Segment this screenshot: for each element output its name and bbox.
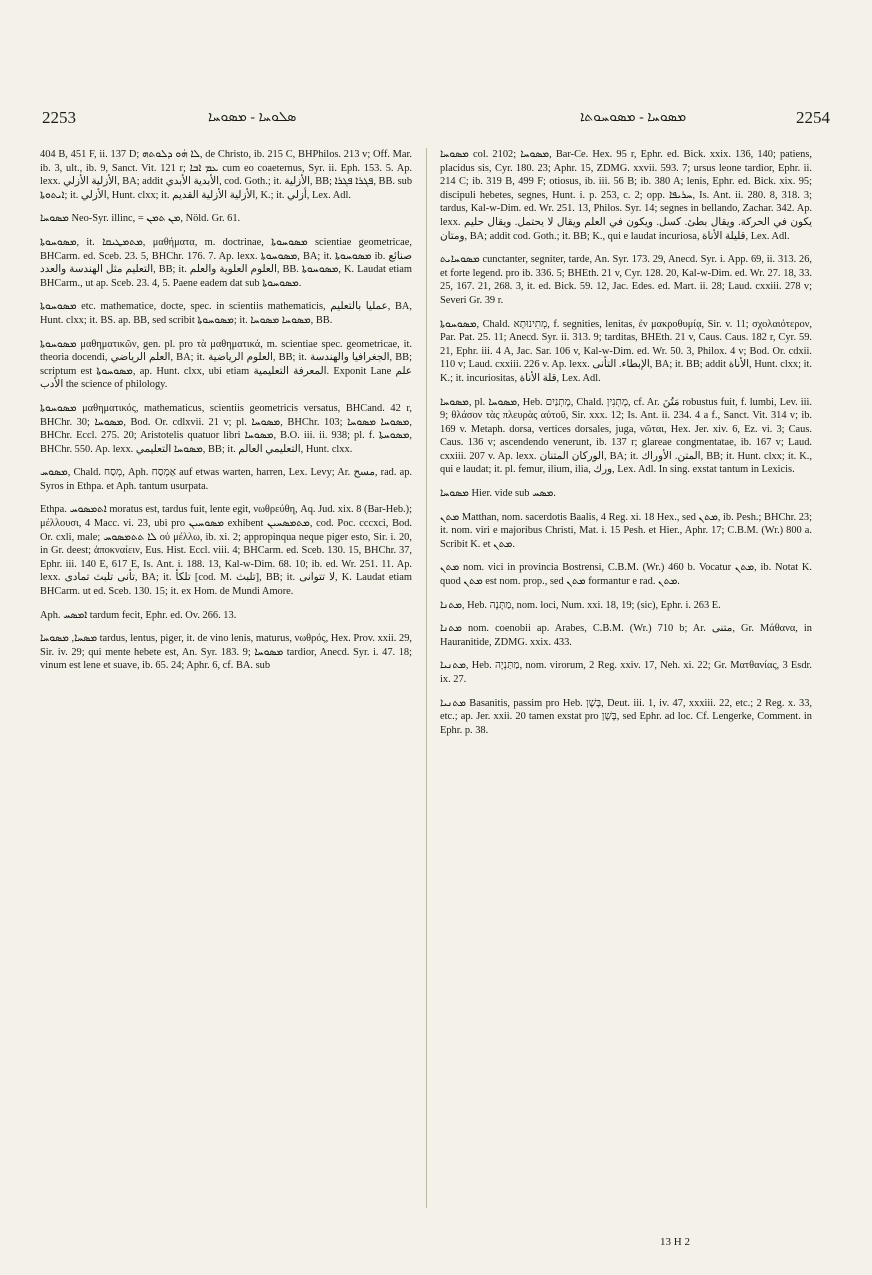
entry-text: ܡܬܢܐ, Heb. מַתָּנָה, nom. loci, Num. xxi. 18, 19; (sic), Ephr. i. 263 E.	[440, 599, 721, 611]
entry	[440, 148, 812, 243]
entry	[440, 659, 812, 686]
entry-text: 404 B, 451 F, ii. 137 D; ܠܐ ܗ̇ܘ ܕܠܘܬܗ, de Christo, ib. 215 C, BHPhilos. 213 v; Off. Mar. ib. 3, ult., ib. 9, Sanct. Vit. 121 r; ܥܡ ܐܒܐ cum eo coaeternus, Syr. ii. Eph. 153. 5. Ap. lexx. الأزلية الأزلي, BA; addit الأبدية الأبدي, cod. Goth.; it. الأزلية, BB; ܦܓܪܐ ܦܓܪܐ, BB. sub ܐܝܬܘܬܐ; it. الأزلي, Hunt. clxx; it. الأزلية الأزلية القديم, K.; it. أزلي, Lex. Adl.	[40, 149, 413, 201]
entry	[440, 511, 812, 552]
entry-text: ܡܣܘܚܘܬܐ, it. ܡܬܡܛܝܩܐ, μαθήματα, m. doctrinae, ܡܣܘܚܘܬܐ scientiae geometricae, BHCarm. ed. Sceb. 23. 5, BHChr. 176. 7. Ap. lexx. ܡܣܘܚܘܬܐ, BA; it. ܡܣܘܚܘܬܐ ib. صنائع التعليم مثل الهندسة والعدد, BB; it. العلوم العلوية والعلم, BB. ܡܣܘܚܘܬܐ, K. Laudat etiam BHCarm., ut ap. Sceb. 23. 4, 5. Paene eadem dat sub ܡܣܘܚܘܬܐ.	[40, 236, 412, 289]
entry-text: ܡܬܢ Matthan, nom. sacerdotis Baalis, 4 Reg. xi. 18 Hex., sed ܡܬܢ, ib. Pesh.; BHChr. 23; it. nom. viri e majoribus Christi, Mat. i. 15 Pesh. et Hier., Aphr. 17; C.B.M. (Wr.) 800 a. Scribit K. et ܡܬܢ.	[440, 511, 812, 550]
entry-text: ܡܣܘܚܐ, pl. ܡܣܘܚܐ, Heb. מָתְנַיִם, Chald. מָתְנִין, cf. Ar. مَتُنَ robustus fuit, f. lumbi, Lev. iii. 9; θλάσον τὰς πλευρὰς αὐτοῦ, Sir. xxx. 12; Is. Ant. ii. 234. 4 a f., Sanct. Vit. 314 v; ib. 169 v. Metaph. dorsa, vertices dorsales, juga, νῶται, Hex. Jer. xiv. 6, Ez. vi. 3; Caus. Caus. 136 v; ascendendo venerunt, ib. 137 r; glareae congmentatae, ib. 167 v; Laud. cxxiii. 207 v. Ap. lexx. الوركان المتنان, BA; it. المتن. الأوراك, BB; it. Hunt. clxx; it. K., qui e laudat; it. pl. femur, ilium, ilia, ورك, Lex. Adl. In sing. exstat tantum in Lexicis.	[440, 396, 812, 476]
left-column	[40, 148, 412, 683]
entry	[440, 396, 812, 478]
entry-text: ܡܣܘܚܘܬܐ μαθηματικῶν, gen. pl. pro τὰ μαθηματικά, m. scientiae spec. geometricae, it. theoria docendi, العلم الرياضي, BA; it. العلوم الرياضية, BB; it. الجغرافيا والهندسة, BB; scriptum est ܡܣܘܚܘܬܐ, ap. Hunt. clxx, ubi etiam المعرفة التعليمية. Exponit Lane علم الأدب the science of philology.	[40, 338, 412, 391]
entry-text: ܡܬܢܝܐ Basanitis, passim pro Heb. בָּשָׁן, Deut. iii. 1, iv. 47, xxxiii. 22, etc.; 2 Reg. x. 33, etc.; ap. Jer. xxii. 20 tamen exstat pro בָּשָׁן, sed Ephr. ad loc. Cf. Lengerke, Comment. in Ephr. p. 38.	[440, 697, 812, 736]
running-head-left: ܣܠܘܚܐ - ܡܣܘܚܐ	[208, 110, 297, 125]
entry	[40, 300, 412, 327]
entry-text: ܡܬܢ nom. vici in provincia Bostrensi, C.B.M. (Wr.) 460 b. Vocatur ܡܬܢ, ib. Notat K. quod ܡܬܢ est nom. prop., sed ܡܬܢ formantur e rad. ܡܬܢ.	[440, 562, 812, 588]
entry	[440, 487, 812, 501]
entry	[40, 609, 412, 623]
entry-text: ܡܣܘܚܐ Hier. vide sub ܡܣܚ.	[440, 488, 556, 500]
signature-mark: 13 H 2	[660, 1236, 690, 1248]
entry	[440, 318, 812, 386]
entry-text: ܡܣܘܚܐ Neo-Syr. illinc, = ܡܢ ܬܡܢ, Nöld. Gr. 61.	[40, 213, 241, 225]
entry	[40, 212, 412, 226]
entry	[40, 402, 412, 456]
entry	[40, 148, 412, 202]
entry-text: ܡܣܘܚܘܬܐ etc. mathematice, docte, spec. in scientiis mathematicis, عمليا بالتعليم, BA, Hunt. clxx; it. BS. ap. BB, sed scribit ܡܣܘܚܘܬܐ; it. ܡܣܘܚܐ ܡܣܘܚܐ, BB.	[40, 301, 412, 326]
entry-text: ܡܣܘܚܐ col. 2102; ܡܣܘܚܐ, Bar-Ce. Hex. 95 r, Ephr. ed. Bick. xxix. 136, 140; patiens, placidus sis, Cyr. 180. 23; Aphr. 15, ZDMG. xxvii. 593. 7; ursus leone tardior, Ephr. ii. 214 C; ib. 319 B, 499 F; otiosus, ib. iii. 56 B; ib. 380 A; lenis, Ephr. ed. Bick. xix. 95; discipuli hebetes, segnes, Hunt. i. p. 253, c. 2; opp. ܚܪܝܦܐ, Is. Ant. ii. 280. 8, 318. 3; tardus, Kal-w-Dim. ed. Wr. 251. 13, Philos. Syr. 14; segnes in bellando, Zachar. 342. Ap. lexx. يكون في الحركة. ويقال بطئ. كسل. ويكون في العلم ويقال لا يحتمل. ويقال حليم ومتان, BA; addit cod. Goth.; it. BB; K., qui e laudat incuriosa, قليلة الأناة, Lex. Adl.	[440, 149, 812, 242]
page-number-right: 2254	[796, 108, 830, 127]
entry-text: Ethpa. ܐܬܡܣܘܚ moratus est, tardus fuit, lente egit, νωθρεύθη, Aq. Jud. xix. 8 (Bar-Heb.); μέλλουσι, 4 Macc. vi. 23, ubi pro ܡܣܘܚܝܢ exhibent ܡܬܡܣܚܝܢ, cod. Poc. cccxci, Bod. Or. cxli, male; ܠܐ ܬܬܡܣܘܚ οὐ μέλλω, ib. xi. 2; appropinqua neque piger esto, Sir. i. 20, in Gr. deest; ἀποκναίειν, Eus. Hist. Eccl. viii. 4; BHCarm. ed. Sceb. 130. 15, BHChr. 37, Ephr. iii. 140 E, 617 E, Is. Ant. i. 188. 13, Kal-w-Dim. 68. 10; ib. ed. Wr. 251. 11. Ap. lexx. تأنى تلبث تمادى, BA; it. تلكأ [cod. M. تلبث], BB; it. لا تتوانى, K. Laudat etiam BHCarm. ut ed. Sceb. 130. 15; it. ex Hom. de Mundi Amore.	[40, 504, 412, 598]
entry-text: ܡܣܘܚܘܬܐ μαθηματικός, mathematicus, scientiis geometricis versatus, BHCand. 42 r, BHChr. 30; ܡܣܘܚܐ, Bod. Or. cdlxvii. 21 v; pl. ܡܣܘܚܐ, BHChr. 103; ܡܣܘܚܐ ܡܣܘܚܐ, BHChr. Eccl. 275. 20; Aristotelis quatuor libri ܡܣܘܚܐ, B.O. iii. ii. 938; pl. f. ܡܣܘܚܬܐ, BHChr. 550. Ap. lexx. ܡܣܘܚܐ التعليمي, BB; it. التعليمي العالم, Hunt. clxx.	[40, 402, 412, 455]
page-header	[40, 108, 832, 134]
entry	[440, 253, 812, 307]
entry	[440, 599, 812, 613]
entry	[40, 466, 412, 493]
entry	[440, 697, 812, 738]
entry-text: ܡܣܚܐ, ܡܣܘܚܐ tardus, lentus, piger, it. de vino lenis, maturus, νωθρός, Hex. Prov. xxii. 29, Sir. iv. 29; qui mente hebete est, An. Syr. 183. 9; ܡܣܘܚܐ tardior, Anecd. Syr. i. 47. 18; vinum est lene et suave, ib. 65. 24; Aphr. 6, cf. BA. sub	[40, 633, 412, 672]
entry	[440, 561, 812, 588]
right-column	[440, 148, 812, 747]
entry-text: ܡܬܢܐ nom. coenobii ap. Arabes, C.B.M. (Wr.) 710 b; Ar. متنى, Gr. Μάθανα, in Hauranitide, ZDMG. xxix. 433.	[440, 623, 812, 648]
entry	[440, 622, 812, 649]
entry-text: ܡܣܘܚܐܝܬ cunctanter, segniter, tarde, An. Syr. 173. 29, Anecd. Syr. i. App. 69, ii. 313. 26, et forte legend. pro ib. 336. 5; BHEth. 21 v, Cyr. 128. 20, Kal-w-Dim. ed. Wr. 27. 18, 33. 25, 167. 21, 268. 3, it. ed. Bick. 59. 12, Jac. Edes. ed. Mart. ii. 28; Laud. cxxiii. 278 v; Severi Gr. 39 r.	[440, 254, 812, 306]
entry-text: ܡܣܘܚܘܬܐ, Chald. מְתִינוּתָא, f. segnities, lenitas, ἐν μακροθυμίᾳ, Sir. v. 11; σχολαιότερον, Par. Pat. 25. 11; Anecd. Syr. ii. 313. 9; tarditas, BHEth. 21 v, Caus. Caus. 182 r, Cyr. 59. 21, Ephr. iii. 4 A, Jac. Sar. 106 v, Kal-w-Dim. ed. Wr. 50. 3, Philox. 4 v; Bod. Or. cdxii. 110 v; Laud. cxxiii. 226 v. Ap. lexx. الإبطاء. التأنى, BA; it. BB; addit الأناة, Hunt. clxx; it. K.; it. incuriositas, قلة الأناة, Lex. Adl.	[440, 318, 812, 384]
entry	[40, 503, 412, 598]
entry	[40, 236, 412, 290]
entry-text: Aph. ܐܡܣܚ tardum fecit, Ephr. ed. Ov. 266. 13.	[40, 609, 237, 621]
entry	[40, 338, 412, 392]
entry	[40, 632, 412, 673]
entry-text: ܡܬܢܝܐ, Heb. מַתַּנְיָה, nom. virorum, 2 Reg. xxiv. 17, Neh. xi. 22; Gr. Ματθανίας, 3 Esdr. ix. 27.	[440, 660, 812, 685]
entry-text: ܡܣܘܚ, Chald. מְסַח, Aph. אַמְסַח auf etwas warten, harren, Lex. Levy; Ar. مسح, rad. ap. Syros in Ethpa. et Aph. tantum usurpata.	[40, 467, 412, 492]
page-number-left: 2253	[42, 108, 76, 127]
running-head-right: ܡܣܘܚܐ - ܡܣܘܚܘܬܐ	[580, 110, 687, 125]
column-divider	[426, 148, 427, 1208]
